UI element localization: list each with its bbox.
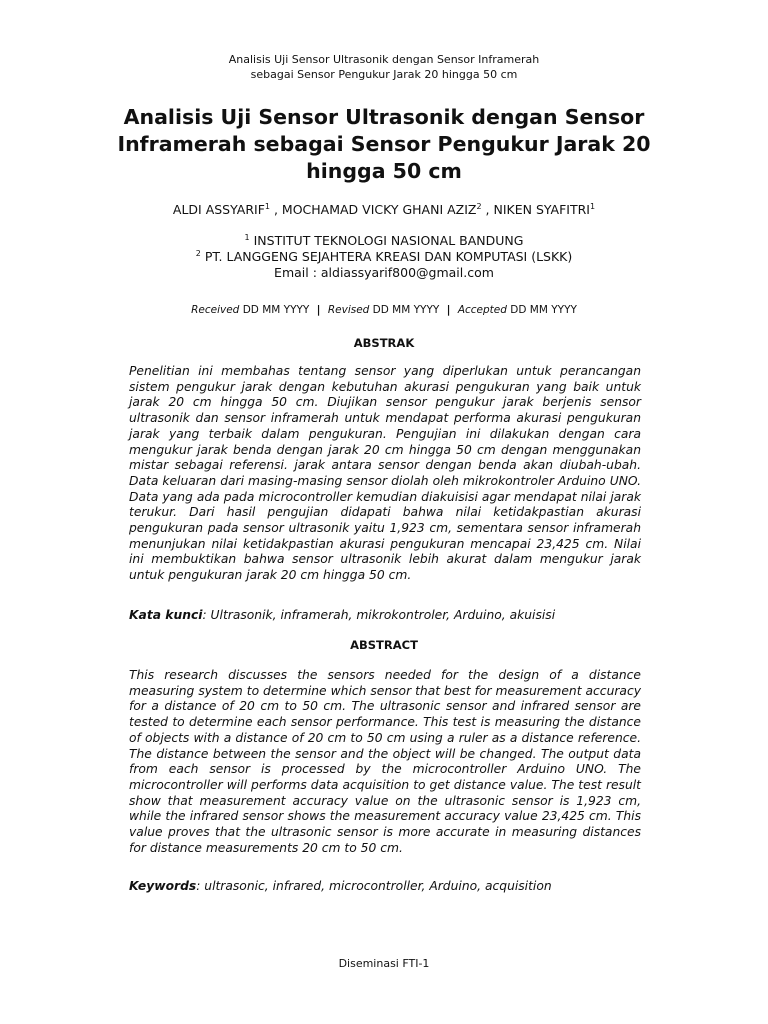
author-affil-marker: 1 bbox=[264, 202, 270, 211]
date-separator: | bbox=[316, 304, 321, 316]
date-separator: | bbox=[446, 304, 451, 316]
abstract-heading: ABSTRACT bbox=[350, 638, 418, 652]
keywords-list: : ultrasonic, infrared, microcontroller, Arduino, acquisition bbox=[196, 879, 552, 893]
running-header-line-2: sebagai Sensor Pengukur Jarak 20 hingga 50 cm bbox=[250, 68, 518, 81]
paper-title: Analisis Uji Sensor Ultrasonik dengan Sensor Inframerah sebagai Sensor Pengukur Jarak 20 hingga 50 cm bbox=[117, 105, 651, 183]
keywords bbox=[129, 878, 641, 894]
author-name: ALDI ASSYARIF bbox=[172, 202, 265, 217]
kata-kunci bbox=[129, 607, 641, 623]
author-affil-marker: 2 bbox=[476, 202, 482, 211]
running-header bbox=[0, 52, 768, 82]
abstrak-heading: ABSTRAK bbox=[353, 336, 415, 350]
kata-kunci-list: : Ultrasonik, inframerah, mikrokontroler, Arduino, akuisisi bbox=[202, 608, 556, 622]
affiliation-name: PT. LANGGENG SEJAHTERA KREASI DAN KOMPUTASI (LSKK) bbox=[204, 249, 573, 264]
page-footer: Diseminasi FTI-1 bbox=[338, 957, 430, 970]
kata-kunci-label: Kata kunci bbox=[129, 608, 203, 622]
affiliation-marker: 1 bbox=[244, 233, 250, 242]
affiliation-line bbox=[0, 233, 768, 249]
affiliation-line bbox=[0, 249, 768, 265]
running-header-line-1: Analisis Uji Sensor Ultrasonik dengan Sensor Inframerah bbox=[228, 53, 540, 66]
accepted-date: DD MM YYYY bbox=[510, 304, 577, 316]
author-email: Email : aldiassyarif800@gmail.com bbox=[274, 265, 494, 280]
received-date: DD MM YYYY bbox=[242, 304, 310, 316]
affiliation-name: INSTITUT TEKNOLOGI NASIONAL BANDUNG bbox=[253, 233, 524, 248]
author-name: NIKEN SYAFITRI bbox=[493, 202, 590, 217]
revised-date: DD MM YYYY bbox=[372, 304, 440, 316]
affiliation-marker: 2 bbox=[195, 249, 201, 258]
author-name: MOCHAMAD VICKY GHANI AZIZ bbox=[281, 202, 477, 217]
accepted-label: Accepted bbox=[457, 304, 507, 316]
keywords-label: Keywords bbox=[129, 879, 197, 893]
revised-label: Revised bbox=[327, 304, 370, 316]
author-list: ALDI ASSYARIF$^1$ , MOCHAMAD VICKY GHANI AZIZ$^2$ , NIKEN SYAFITRI$^1$ bbox=[172, 202, 596, 217]
abstract-body: This research discusses the sensors needed for the design of a distance measuring system to determine which sensor that best for measurement accuracy for a distance of 20 cm to 50 cm. The ultrasonic sensor and infrared sensor are tested to determine each sensor performance. This test is measuring the distance of objects with a distance of 20 cm to 50 cm using a ruler as a distance reference. The distance between the sensor and the object will be changed. The output data from each sensor is processed by the microcontroller Arduino UNO. The microcontroller will performs data acquisition to get distance value. The test result show that measurement accuracy value on the ultrasonic sensor is 1,923 cm, while the infrared sensor shows the measurement accuracy value 23,425 cm. This value proves that the ultrasonic sensor is more accurate in measuring distances for distance measurements 20 cm to 50 cm. bbox=[129, 668, 641, 855]
abstrak-body: Penelitian ini membahas tentang sensor yang diperlukan untuk perancangan sistem pengukur jarak dengan kebutuhan akurasi pengukuran yang baik untuk jarak 20 cm hingga 50 cm. Diujikan sensor pengukur jarak berjenis sensor ultrasonik dan sensor inframerah untuk mendapat performa akurasi pengukuran jarak yang terbaik dalam pengukuran. Pengujian ini dilakukan dengan cara mengukur jarak benda dengan jarak 20 cm hingga 50 cm dengan menggunakan mistar sebagai referensi. jarak antara sensor dengan benda akan diubah-ubah. Data keluaran dari masing-masing sensor diolah oleh mikrokontroler Arduino UNO. Data yang ada pada microcontroller kemudian diakuisisi agar mendapat nilai jarak terukur. Dari hasil pengujian didapati bahwa nilai ketidakpastian akurasi pengukuran pada sensor ultrasonik yaitu 1,923 cm, sementara sensor inframerah menunjukan nilai ketidakpastian akurasi pengukuran mencapai 23,425 cm. Nilai ini membuktikan bahwa sensor ultrasonik lebih akurat dalam mengukur jarak untuk pengukuran jarak 20 cm hingga 50 cm. bbox=[129, 364, 641, 583]
submission-dates bbox=[0, 303, 768, 317]
affiliations bbox=[0, 233, 768, 281]
author-affil-marker: 1 bbox=[590, 202, 596, 211]
received-label: Received bbox=[191, 304, 240, 316]
